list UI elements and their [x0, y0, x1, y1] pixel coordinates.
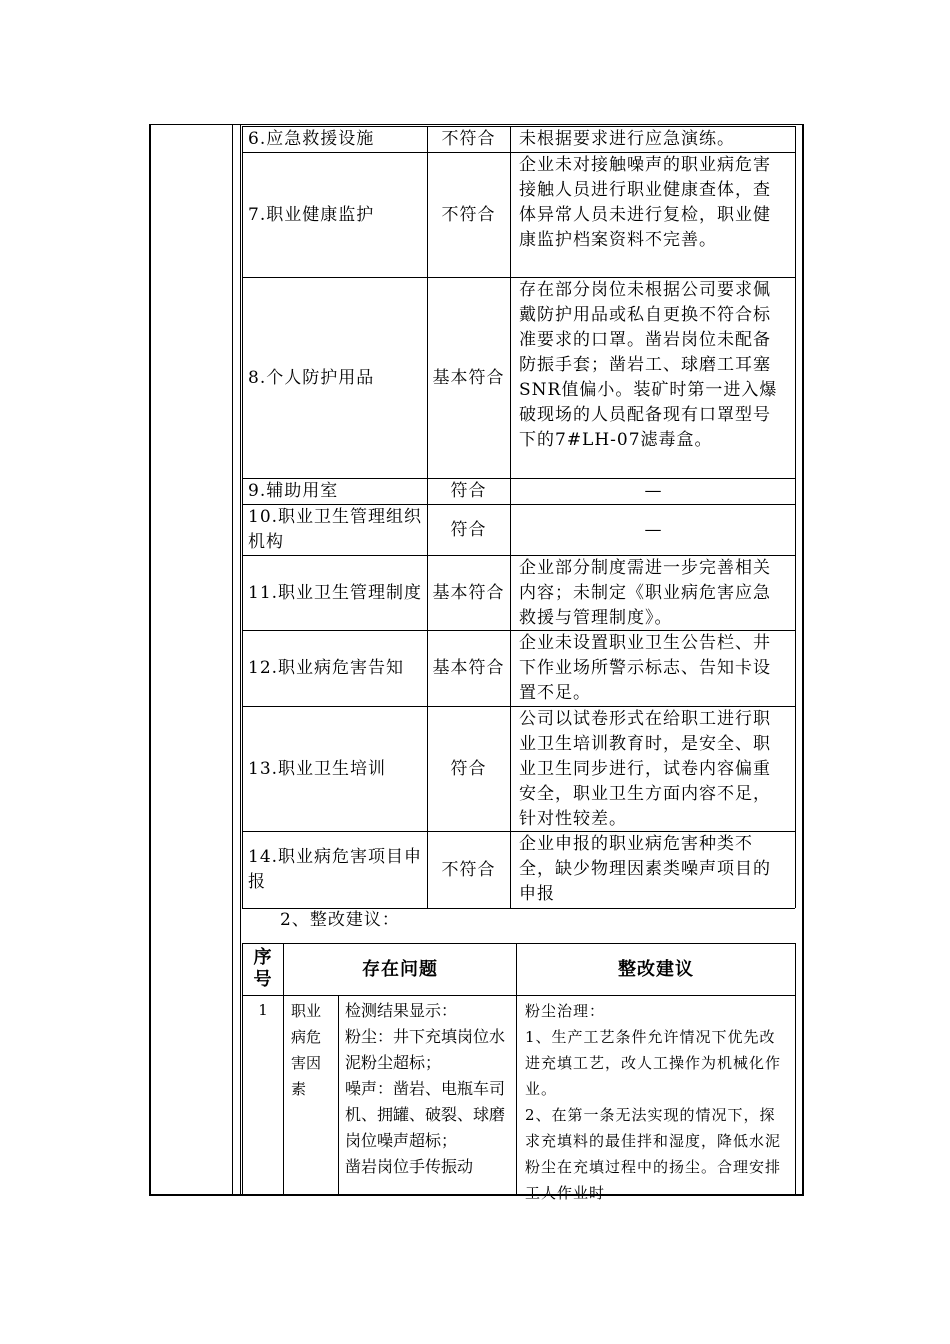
- t2-col2-border: [338, 995, 339, 1195]
- t1-result: [431, 505, 506, 555]
- issue-description: 公司以试卷形式在给职工进行职业卫生培训教育时，是安全、职业卫生同步进行，试卷内容偏重安全，职业卫生方面内容不足，针对性较差。: [519, 709, 771, 829]
- t2-row-no: 1: [258, 1001, 268, 1019]
- compliance-result: 基本符合: [432, 658, 505, 678]
- suggestion-line: 1、生产工艺条件允许情况下优先改进充填工艺，改人工操作为机械化作业。: [525, 1028, 782, 1098]
- outer-divider-2: [240, 124, 241, 1196]
- t2-right-border: [795, 943, 796, 1195]
- t1-item: [248, 153, 423, 277]
- t2-header-problem: 存在问题: [362, 958, 438, 980]
- t1-item: [248, 505, 423, 555]
- issue-description: 存在部分岗位未根据公司要求佩戴防护用品或私自更换不符合标准要求的口罩。凿岩岗位未配备防振手套；凿岩工、球磨工耳塞SNR值偏小。装矿时第一进入爆破现场的人员配备现有口罩型号下的7#LH-07滤毒盒。: [519, 280, 778, 450]
- t1-item: [248, 707, 423, 831]
- check-item-label: 6.应急救援设施: [248, 129, 375, 149]
- t2-row-category: 职业病危害因素: [291, 1002, 322, 1098]
- t2-header-border: [242, 995, 795, 996]
- problem-line: 噪声：凿岩、电瓶车司机、拥罐、破裂、球磨岗位噪声超标；: [345, 1079, 506, 1150]
- issue-description: —: [644, 519, 663, 540]
- check-item-label: 13.职业卫生培训: [248, 758, 387, 779]
- check-item-label: 10.职业卫生管理组织机构: [248, 507, 423, 552]
- problem-line: 粉尘：井下充填岗位水泥粉尘超标；: [345, 1027, 506, 1072]
- t1-result: [431, 153, 506, 277]
- t1-issue: [519, 631, 788, 706]
- issue-description: 企业申报的职业病危害种类不全，缺少物理因素类噪声项目的申报: [519, 834, 771, 904]
- compliance-result: 不符合: [441, 204, 496, 225]
- t1-issue: [519, 479, 788, 504]
- t1-issue: [519, 707, 788, 831]
- section-title: 2、整改建议：: [280, 910, 400, 930]
- t1-result: [431, 631, 506, 706]
- suggestion-line: 2、在第一条无法实现的情况下，探求充填料的最佳拌和湿度，降低水泥粉尘在充填过程中的扬尘。合理安排工人作业时: [525, 1106, 782, 1202]
- t1-col-border: [795, 126, 796, 908]
- check-item-label: 12.职业病危害告知: [248, 658, 405, 678]
- compliance-result: 符合: [450, 481, 487, 501]
- t2-row-problem: [345, 998, 507, 1180]
- t1-result: [431, 556, 506, 630]
- t2-header-no: 序号: [253, 947, 273, 990]
- t1-item: [248, 556, 423, 630]
- check-item-label: 11.职业卫生管理制度: [248, 582, 423, 603]
- t1-col-border: [242, 126, 243, 908]
- compliance-result: 符合: [450, 758, 487, 779]
- t1-result: [431, 278, 506, 478]
- compliance-result: 符合: [450, 519, 487, 540]
- check-item-label: 14.职业病危害项目申报: [248, 847, 423, 892]
- t2-top-border: [242, 943, 795, 944]
- issue-description: 未根据要求进行应急演练。: [519, 129, 735, 149]
- outer-divider-1: [232, 124, 233, 1196]
- issue-description: —: [644, 481, 663, 501]
- t2-header-suggestion: 整改建议: [618, 958, 694, 980]
- t1-issue: [519, 556, 788, 630]
- issue-description: 企业未设置职业卫生公告栏、井下作业场所警示标志、告知卡设置不足。: [519, 633, 771, 703]
- issue-description: 企业部分制度需进一步完善相关内容；未制定《职业病危害应急救援与管理制度》。: [519, 558, 771, 628]
- t1-issue: [519, 505, 788, 555]
- t1-item: [248, 127, 423, 152]
- problem-line: 凿岩岗位手传振动: [345, 1157, 474, 1176]
- t1-item: [248, 479, 423, 504]
- t2-left-border: [242, 943, 243, 1195]
- t1-col-border: [427, 126, 428, 908]
- problem-line: 检测结果显示：: [345, 1001, 458, 1020]
- compliance-result: 不符合: [441, 859, 496, 880]
- t1-issue: [519, 127, 788, 152]
- issue-description: 企业未对接触噪声的职业病危害接触人员进行职业健康查体，查体异常人员未进行复检，职业健康监护档案资料不完善。: [519, 155, 771, 250]
- compliance-result: 基本符合: [432, 367, 505, 388]
- compliance-result: 不符合: [441, 129, 496, 149]
- t1-col-border: [510, 126, 511, 908]
- check-item-label: 9.辅助用室: [248, 481, 339, 501]
- check-item-label: 8.个人防护用品: [248, 367, 375, 388]
- t1-result: [431, 832, 506, 908]
- t1-result: [431, 127, 506, 152]
- t1-issue: [519, 832, 788, 908]
- t2-row-suggestion: [525, 998, 787, 1206]
- t1-item: [248, 832, 423, 908]
- compliance-result: 基本符合: [432, 582, 505, 603]
- check-item-label: 7.职业健康监护: [248, 204, 375, 225]
- t1-result: [431, 707, 506, 831]
- t1-item: [248, 278, 423, 478]
- suggestion-line: 粉尘治理：: [525, 1002, 606, 1020]
- t1-item: [248, 631, 423, 706]
- t1-issue: [519, 153, 788, 277]
- t1-issue: [519, 278, 788, 478]
- t1-result: [431, 479, 506, 504]
